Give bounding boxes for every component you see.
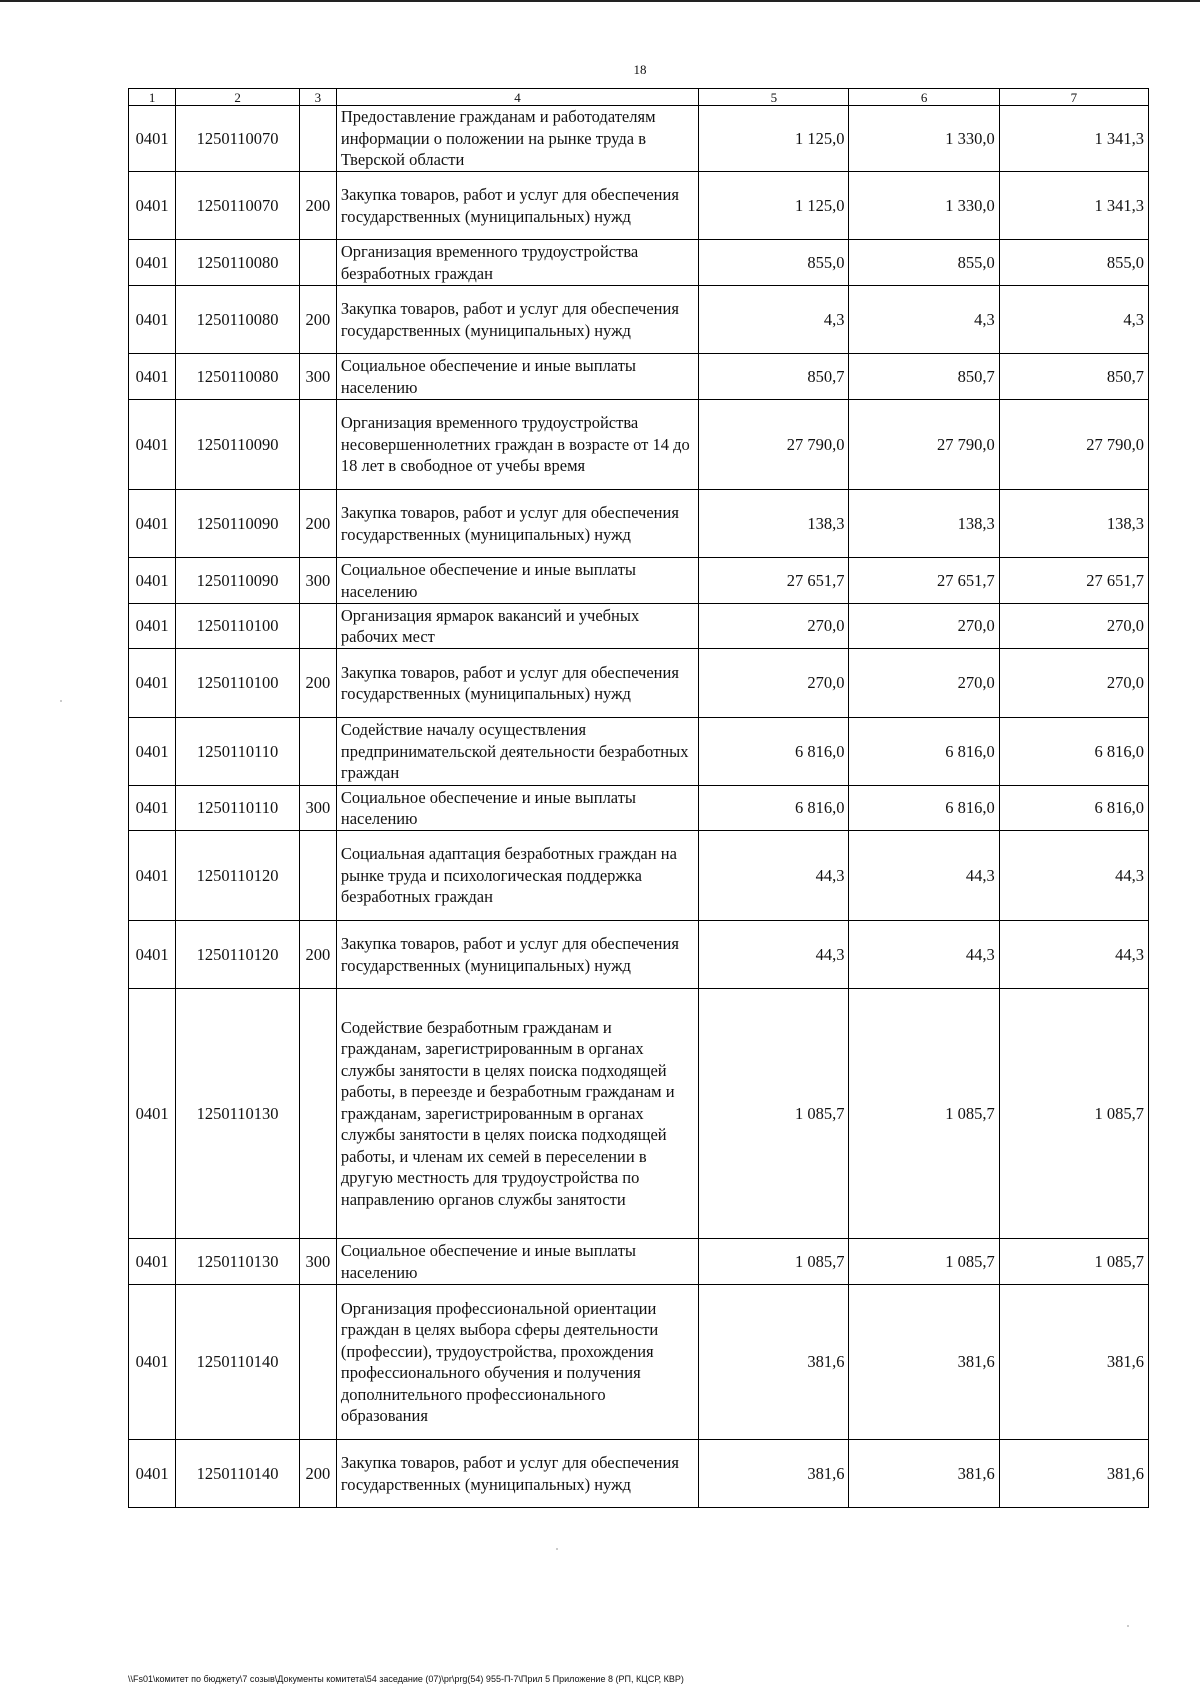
expense-type-cell: 300 [299,1239,336,1285]
amount-cell-year-1: 850,7 [699,354,849,400]
table-row [129,400,1149,490]
amount-cell-year-1: 270,0 [699,604,849,649]
item-name-cell: Социальное обеспечение и иные выплаты населению [336,354,698,400]
section-code-cell: 0401 [129,649,176,718]
amount-cell-year-3: 6 816,0 [999,718,1148,786]
amount-cell-year-2: 27 790,0 [849,400,999,490]
section-code-cell: 0401 [129,286,176,354]
expense-type-cell [299,831,336,921]
amount-cell-year-2: 1 085,7 [849,989,999,1239]
target-article-cell: 1250110080 [176,286,300,354]
expense-type-cell: 200 [299,490,336,558]
target-article-cell: 1250110130 [176,1239,300,1285]
table-row [129,604,1149,649]
item-name-cell: Закупка товаров, работ и услуг для обеспечения государственных (муниципальных) нужд [336,921,698,989]
amount-cell-year-2: 4,3 [849,286,999,354]
amount-cell-year-3: 4,3 [999,286,1148,354]
scan-speck [60,700,62,702]
expense-type-cell [299,400,336,490]
amount-cell-year-2: 6 816,0 [849,786,999,831]
section-code-cell: 0401 [129,921,176,989]
amount-cell-year-3: 27 790,0 [999,400,1148,490]
amount-cell-year-3: 1 341,3 [999,172,1148,240]
amount-cell-year-1: 4,3 [699,286,849,354]
item-name-cell: Социальное обеспечение и иные выплаты населению [336,786,698,831]
target-article-cell: 1250110110 [176,786,300,831]
amount-cell-year-2: 270,0 [849,649,999,718]
page-number: 18 [633,62,647,77]
scan-speck [556,1548,558,1550]
table-row [129,286,1149,354]
column-header: 4 [336,89,698,106]
table-row [129,786,1149,831]
table-row [129,831,1149,921]
amount-cell-year-1: 138,3 [699,490,849,558]
section-code-cell: 0401 [129,1239,176,1285]
amount-cell-year-1: 1 125,0 [699,172,849,240]
table-row [129,921,1149,989]
item-name-cell: Социальное обеспечение и иные выплаты населению [336,558,698,604]
item-name-cell: Организация временного трудоустройства безработных граждан [336,240,698,286]
target-article-cell: 1250110130 [176,989,300,1239]
expense-type-cell [299,718,336,786]
amount-cell-year-3: 6 816,0 [999,786,1148,831]
table-row [129,106,1149,172]
column-header: 3 [299,89,336,106]
amount-cell-year-3: 1 341,3 [999,106,1148,172]
target-article-cell: 1250110140 [176,1440,300,1508]
amount-cell-year-3: 850,7 [999,354,1148,400]
expense-type-cell [299,106,336,172]
amount-cell-year-3: 1 085,7 [999,989,1148,1239]
table-row [129,172,1149,240]
amount-cell-year-2: 270,0 [849,604,999,649]
amount-cell-year-1: 381,6 [699,1440,849,1508]
target-article-cell: 1250110100 [176,649,300,718]
table-row [129,649,1149,718]
amount-cell-year-1: 1 085,7 [699,989,849,1239]
expense-type-cell [299,604,336,649]
amount-cell-year-3: 44,3 [999,831,1148,921]
section-code-cell: 0401 [129,490,176,558]
amount-cell-year-3: 381,6 [999,1440,1148,1508]
amount-cell-year-1: 1 085,7 [699,1239,849,1285]
item-name-cell: Содействие безработным гражданам и гражданам, зарегистрированным в органах службы занятости в целях поиска подходящей работы, в переезде и безработным гражданам и гражданам, зарегистрированным в органах службы занятости в целях поиска подходящей работы, и членам их семей в переселении в другую местность для трудоустройства по направлению органов службы занятости [336,989,698,1239]
item-name-cell: Организация ярмарок вакансий и учебных рабочих мест [336,604,698,649]
section-code-cell: 0401 [129,786,176,831]
amount-cell-year-1: 44,3 [699,921,849,989]
item-name-cell: Организация временного трудоустройства несовершеннолетних граждан в возрасте от 14 до 18 лет в свободное от учебы время [336,400,698,490]
target-article-cell: 1250110140 [176,1285,300,1440]
table-row [129,354,1149,400]
item-name-cell: Закупка товаров, работ и услуг для обеспечения государственных (муниципальных) нужд [336,649,698,718]
section-code-cell: 0401 [129,1285,176,1440]
expense-type-cell: 300 [299,354,336,400]
section-code-cell: 0401 [129,718,176,786]
item-name-cell: Социальная адаптация безработных граждан на рынке труда и психологическая поддержка безработных граждан [336,831,698,921]
column-header: 1 [129,89,176,106]
item-name-cell: Содействие началу осуществления предпринимательской деятельности безработных граждан [336,718,698,786]
item-name-cell: Закупка товаров, работ и услуг для обеспечения государственных (муниципальных) нужд [336,286,698,354]
amount-cell-year-1: 270,0 [699,649,849,718]
scan-speck [1127,1625,1129,1627]
table-row [129,718,1149,786]
target-article-cell: 1250110090 [176,558,300,604]
column-header: 2 [176,89,300,106]
section-code-cell: 0401 [129,558,176,604]
amount-cell-year-2: 1 330,0 [849,106,999,172]
target-article-cell: 1250110100 [176,604,300,649]
amount-cell-year-2: 44,3 [849,921,999,989]
expense-type-cell: 200 [299,172,336,240]
table-row [129,558,1149,604]
table-row [129,1440,1149,1508]
amount-cell-year-2: 855,0 [849,240,999,286]
amount-cell-year-1: 27 790,0 [699,400,849,490]
section-code-cell: 0401 [129,354,176,400]
table-row [129,490,1149,558]
section-code-cell: 0401 [129,831,176,921]
expense-type-cell [299,240,336,286]
amount-cell-year-1: 27 651,7 [699,558,849,604]
item-name-cell: Закупка товаров, работ и услуг для обеспечения государственных (муниципальных) нужд [336,1440,698,1508]
amount-cell-year-2: 1 085,7 [849,1239,999,1285]
expense-type-cell: 200 [299,1440,336,1508]
column-header: 7 [999,89,1148,106]
footer-file-path: \\Fs01\комитет по бюджету\7 созыв\Документы комитета\54 заседание (07)\pr\prg(54) 955-П-7\Прил 5 Приложение 8 (РП, КЦСР, КВР) [128,1674,684,1684]
section-code-cell: 0401 [129,989,176,1239]
section-code-cell: 0401 [129,240,176,286]
amount-cell-year-3: 381,6 [999,1285,1148,1440]
amount-cell-year-3: 1 085,7 [999,1239,1148,1285]
amount-cell-year-2: 27 651,7 [849,558,999,604]
amount-cell-year-2: 1 330,0 [849,172,999,240]
item-name-cell: Закупка товаров, работ и услуг для обеспечения государственных (муниципальных) нужд [336,490,698,558]
amount-cell-year-3: 270,0 [999,604,1148,649]
budget-table [128,88,1149,1508]
amount-cell-year-2: 6 816,0 [849,718,999,786]
target-article-cell: 1250110080 [176,240,300,286]
item-name-cell: Организация профессиональной ориентации граждан в целях выбора сферы деятельности (профессии), трудоустройства, прохождения профессионального обучения и получения дополнительного профессионального образования [336,1285,698,1440]
expense-type-cell: 200 [299,649,336,718]
amount-cell-year-3: 138,3 [999,490,1148,558]
column-number-row [129,89,1149,106]
amount-cell-year-3: 44,3 [999,921,1148,989]
amount-cell-year-1: 6 816,0 [699,718,849,786]
amount-cell-year-1: 855,0 [699,240,849,286]
expense-type-cell: 300 [299,786,336,831]
amount-cell-year-3: 855,0 [999,240,1148,286]
section-code-cell: 0401 [129,400,176,490]
expense-type-cell [299,989,336,1239]
section-code-cell: 0401 [129,604,176,649]
amount-cell-year-3: 270,0 [999,649,1148,718]
item-name-cell: Закупка товаров, работ и услуг для обеспечения государственных (муниципальных) нужд [336,172,698,240]
table-row [129,1285,1149,1440]
expense-type-cell: 300 [299,558,336,604]
amount-cell-year-3: 27 651,7 [999,558,1148,604]
section-code-cell: 0401 [129,1440,176,1508]
top-border-line [0,0,1200,2]
target-article-cell: 1250110070 [176,172,300,240]
amount-cell-year-1: 44,3 [699,831,849,921]
item-name-cell: Социальное обеспечение и иные выплаты населению [336,1239,698,1285]
amount-cell-year-2: 138,3 [849,490,999,558]
amount-cell-year-2: 381,6 [849,1285,999,1440]
target-article-cell: 1250110110 [176,718,300,786]
section-code-cell: 0401 [129,172,176,240]
table-row [129,240,1149,286]
amount-cell-year-2: 44,3 [849,831,999,921]
table-row [129,989,1149,1239]
section-code-cell: 0401 [129,106,176,172]
expense-type-cell: 200 [299,921,336,989]
expense-type-cell [299,1285,336,1440]
target-article-cell: 1250110090 [176,400,300,490]
item-name-cell: Предоставление гражданам и работодателям информации о положении на рынке труда в Тверской области [336,106,698,172]
target-article-cell: 1250110120 [176,831,300,921]
amount-cell-year-2: 381,6 [849,1440,999,1508]
amount-cell-year-1: 6 816,0 [699,786,849,831]
expense-type-cell: 200 [299,286,336,354]
amount-cell-year-1: 1 125,0 [699,106,849,172]
table-row [129,1239,1149,1285]
column-header: 6 [849,89,999,106]
column-header: 5 [699,89,849,106]
target-article-cell: 1250110120 [176,921,300,989]
target-article-cell: 1250110080 [176,354,300,400]
target-article-cell: 1250110090 [176,490,300,558]
amount-cell-year-2: 850,7 [849,354,999,400]
amount-cell-year-1: 381,6 [699,1285,849,1440]
target-article-cell: 1250110070 [176,106,300,172]
